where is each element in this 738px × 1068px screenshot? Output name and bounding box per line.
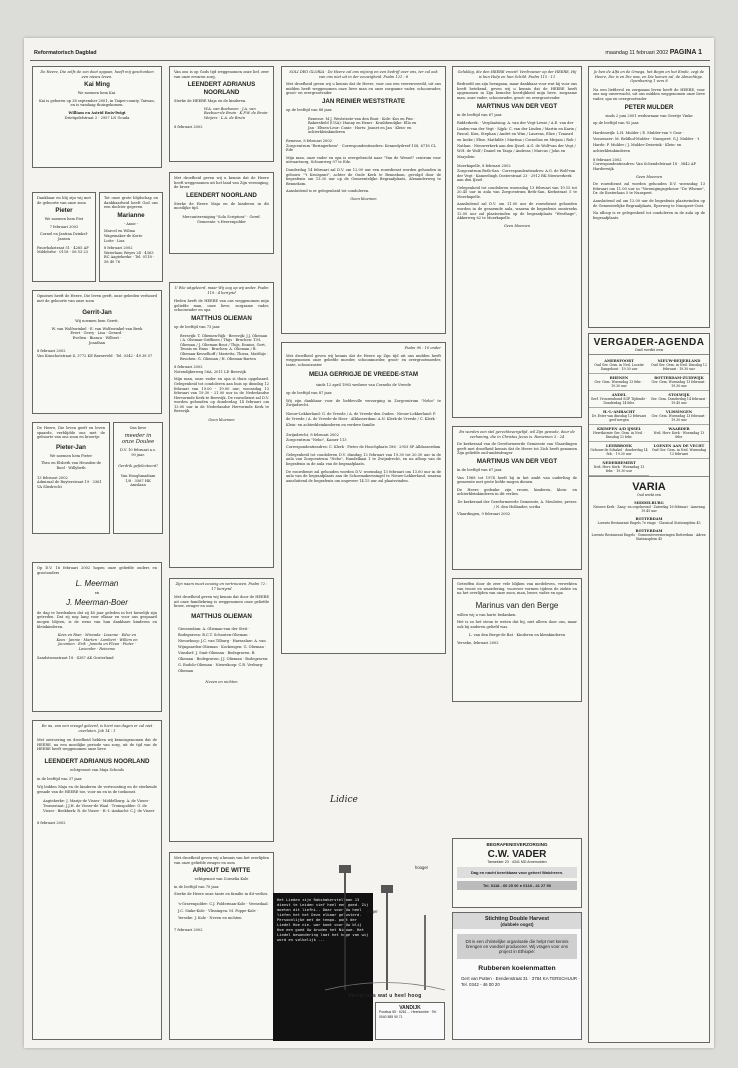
varia-title: VARIA <box>632 481 666 493</box>
varia-item: ROTTERDAM Lorentz Restaurant Engels · Gemeenteversieringen Rotterdam · Adres: Stationsplein 45 <box>591 529 707 541</box>
ad-name: Kai Ming <box>84 81 110 89</box>
church-tower-ad: hooger hoger Vertel ons wat u heel hoog <box>325 865 445 1040</box>
obituary-noorland-2: Met droefheid geven wij u kennis dat de Heere heeft weggenomen uit het land van Zijn vereniging, de broer LEENDERT NOORLAND Sterke de Heere Maja en de kinderen in dit moeilijke tijd. Mercantereniging "Sola Scriptura" · Geref. Gemeente 's Heerenpolder <box>169 172 274 254</box>
agenda-item: ANDEL Gerf. Vrouwenbond SGP Tijdende · Donderdag 14 febr. <box>589 391 649 408</box>
agenda-item: ROTTERDAM-ZUIDWIJK Ger. Gem. Woensdag 13 februari · 19.30 uur <box>649 374 709 391</box>
obituary-olieman-2: Zijn naam moet eeuwig en vertrouwen. Psalm 72 : 17 beriyrid Met droefheid geven wij kennis dat door de HEERE uit onze familiekring is weggenomen onze geliefde broer, zwager en oom MATTHIJS OLIEMAN Giessendam: A. Olieman-van der Steit · Bodegraven: B.C.T. Schouten-Olieman · Nieuwkoop: J.C. van Tilburg · Harnsslaw: A. van Wijngaarden-Olieman · Kockengen: G. Olieman · Vinsdorf: J. Smit-Olieman · Bodegraven: B. Olieman · Bodegraven: J.J. Olieman · Bodegraven: G. Rodolo-Olieman · Nieuwkoop: C.R. Verburg-Olieman Neven en nichten <box>169 578 274 842</box>
obituary-noorland-1: Van ons is op Gods tijd weggenomen onze lief, zeer van onze ervaren zorg, LEENDERT ADRIANUS NOORLAND Sterke de HEERE Maja en de kinderen. W.A. van Boeboven · J.A. van Beeboer-de Bruin · K.P.W. de Bruin-Weijers · L.A. de Bruin 8 februari 2002 <box>169 66 274 162</box>
varia-item: ROTTERDAM Lorentz Restaurant Engels 7e etage · Classical Stationsplein 45 <box>597 517 701 525</box>
vandijk-ad: VANDIJK Postbus 55 · 6261 ... Heerkombe · Tel. 0040 585 90 71 <box>375 1002 445 1040</box>
birth-ad-pieter: Dankbaar en blij zijn wij met de geboorte van onze zoon Pieter We noemen hem Piet 7 februari 2002 Cornel en Jantina Dzinkel-Jansen Pauwhokstraat 51 · 4265 AP Mildebrhe · 0118 - 56 53 23 <box>32 192 96 282</box>
obituary-van-der-vegt-2: En worden een stel gerechtsvergelijd, wil Zijn gewode, door de verhaning, die in Christus Jezus is. Romeinen 3 : 24 De kerkeraad van de Gereformeerde Gemeente van Vlaardingen geeft met droefheid kennis dat de Heere tot Zich heeft genomen Zijn geliefde oud-ambtsdrager MARTINUS VAN DER VEGT in de leeftijd van 67 jaar. Van 1968 tot 1974 heeft hij in het ambt van ouderling de gemeente met grote liefde mogen dienen. De Heere gedenke zijn vrouw, kinderen, klein- en achterkleinkinderen in dit verlies. De kerkeraad der Gereformeerde Gemeente, A. Meulstee, preses / N. den Hollander, scriba Vlaardingen, 9 februari 2002 <box>452 426 582 570</box>
vergader-agenda: VERGADER-AGENDA Oud werkt een AMERSFOORT Oud Ger. Gem. in Ned. Locatie Dangehout · 19.30 uur NIEUW-BEIJERLAND Oud Ger. Gem. in Ned. Dinsdag 12 februari · 19.30 uur RHENEN Ger. Gem. Woensdag 13 febr. · 19.30 uur ROTTERDAM-ZUIDWIJK Ger. Gem. Woensdag 13 februari · 19.30 uur ANDEL Gerf. Vrouwenbond SGP Tijdende · Donderdag 14 febr. STOLWIJK Ger. Gem. Donderdag 14 februari · 19.45 uur H.-I.-AMBACHT Dr. Ester van dinsdag 12 februari geef nergen VLISSINGEN Ger. Gem. Woensdag 13 februari · 19.30 uur KRIMPEN A/D IJSSEL Herrikicmte Ger. Gem. in Ned. · Dinsdag 12 febr. WAARDER Ned. Herv. Kerk · Woensdag 13 febr. LEERBROEK Gebouw de Schakel · donderdag 14 feb. · 19.30 uur LOENEN AAN DE VECHT Oud Ger. Gem. in Ned. Woensdag 13 februari NEDERHEMERT Ned. Herv. Kerk · Woensdag 13 febr. · 19.30 uur VARIA Oud werkt een MIDDELBURG Nieuwe Kerk · Zang- en orgelavond · Zaterdag 16 februari · Aanvang 19.45 uur ROTTERDAM Lorentz Restaurant Engels 7e etage · Classical Stationsplein 45 ROTTERDAM Lorentz Restaurant Engels · Gemeenteversieringen Rotterdam · Adres: Stationsplein 45 <box>588 333 710 1043</box>
obituary-van-der-vegt-1: Gelukkig, die den HEERE vreest! Verdrouwer op der HEERE, Hij is hun Hulp en hun Schild. Psalm 115 : 11 Bedroefd om zijn heengaan, maar dankbaar voor wat hij voor ons heeft betekend, geven wij u kennis dat de HEERE heeft opgenomen in Zijn hemelse heerlijkheid mijn lieve, zorgzame man, onze vader, schoonvader, groot- en overgrootvader MARTINUS VAN DER VEGT in de leeftijd van 67 jaar. Ridderkerk: · Verplaatsing: A. van der Vegt-Lewie / A.E. van der Linden-van der Vegt · Sijpk: C. van der Linden / Martin en Karin / Pascal, Kira, Stephan / André en Wim / Laurens, Elize / Tzaasrd en Ineke / Elise, Mathilde / Martina / Cornelius en Mirjam / Rob / Nathan · Nieuwerkerk aan den IJssel: A.G. de Wolf-van der Vegt / W.H. de Wolf / Daniel en Tanja / Andreas / Marcus / John en Marjolein Moerkapelle, 8 februari 2002 Zorgcentrum Beth-San · Correspondentieadres: A.G. de Wolf-van der Vegt · Kameelingh Oosterstraat 23 · 2912 RK Nieuwerkerk aan den IJssel Gelegenheid tot condoleren woensdag 13 februari van 19.15 tot 20.45 uur in aula van Zorgcentrum Beth-San, Kerkstraat 5 te Moerkapelle. Aansluitend zal D.V. om 11.00 uur de rouwdienst gehouden worden in de genoemde aula, waarna de begrafenis omstreeks 12.00 uur zal plaatsvinden op de begraafplaats "Westhage", Akkerweg 62 te Moerkapelle. Geen bloemen <box>452 66 582 418</box>
agenda-item: LEERBROEK Gebouw de Schakel · donderdag 14 feb. · 19.30 uur <box>589 442 649 459</box>
header-rule <box>30 60 710 61</box>
birth-ad-pieter-jan: De Heere, Die leven geeft en leven spaarde, verblijdde ons met de geboorte van ons zoon en broertje Pieter-Jan We noemen hem Pieter Theo en Elsbeth van Heusden-de Roef · Willybeth 13 februari 2002 Admiraal de Ruyterstraat 19 · 3361 VA Sliedrecht <box>32 422 110 534</box>
agenda-item: KRIMPEN A/D IJSSEL Herrikicmte Ger. Gem. in Ned. · Dinsdag 12 febr. <box>589 425 649 442</box>
black-text-ad: Het Lieden zijn Rakshakerstellaan 13 dienst te Leiden vief heel een goed. Zij moeten dit liefhi.. Daar voor Uw heel liefen het het Deze elkaar gelusterd. Persoonlijke met de tempo- pont der Liedel Hoe nie- war komt voor Uw blij Hoe een goed Uw bruden het Nieuwe. Het Liedel bewondering laat het hoge van wij word en volkelijk ... <box>273 893 373 1041</box>
church-tower-illustration <box>325 865 445 995</box>
birth-ad-gerrit-jan: Opnieuw heeft de Heere, Die leven geeft, onze gebeden verhoord met de geboorte van onze zoon Gerrit-Jan Wij noemen hem Gerrit. W. van Wolfswinkel · E. van Wolfswinkel-van Beek Evert · Gerry · Lisa · Gerard · Evelien · Bianca · Wilbert · Jonathan 8 februari 2002 Van Kinschotstraat 4, 3772 KE Barneveld · Tel. 0342 - 49 38 57 <box>32 290 162 414</box>
obituary-olieman-1: U Wie uitgeleerd, maar Wij oog op wij ander. Psalm 119 : 4 beriyrid Heden heeft de HEERE van ons weggenomen mijn geliefde man, onze lieve, zorgzame vader, schoonvader en opa MATTHIJS OLIEMAN op de leeftijd van 73 jaar. Beesvijk: T. Oliemen-Rijk · Beesvijk: J.J. Olieman / A. Olieman-Griffioen / Thijs · Bruchen: T.M. Olieman / J. Olieman-Bout / Thijs, Ennius, Gert, Teunis en Hans · Bruchen: A. Olieman / B. Olieman-Kesselhoff / Marietta, Thirza, Matthijs · Bruchen: G. Olieman / H. Olieman-Barten 8 februari 2002 Notendijkerweg 56A, 2011 LD Beesvijk Mijn man, onze vader en opa is thuis opgebaard. Gelegenheid tot condoleren aan huis op dinsdag 12 februari van 19.00 - 19.00 uur; woensdag 13 februari van 19.30 - 21.00 uur in de Nederlandse Hervormde Kerk te Beesvijk. De rouwdienst zal D.V. worden gehouden op donderdag 14 februari om 13.00 uur in de Nederlandse Hervormde Kerk te Beesvijk. Geen bloemen <box>169 282 274 568</box>
agenda-item: AMERSFOORT Oud Ger. Gem. in Ned. Locatie Dangehout · 19.30 uur <box>589 357 649 374</box>
lidice-logo: Lidice <box>330 795 358 805</box>
agenda-item: RHENEN Ger. Gem. Woensdag 13 febr. · 19.30 uur <box>589 374 649 391</box>
obituary-noorland-family: En nu, van een vreugd geleerd, is hiert van dagen er zal niet overlaten. Job 14 : 1 Met ontroering en droefheid hebben wij kennisgenomen dat de HEERE, na een moeilijke periode van zorg, uit de tijd van de HEERE heeft weggenomen onze lieve LEENDERT ADRIANUS NOORLAND echtgenoot van Maja Schouls in de leeftijd van 37 jaar. Wij bidden Maja en de kinderen de vertroosting en de sterkende genade van de HEERE toe, voor nu en in de toekomst. Aagtekerke: J. Marijs-de Visser · Middelburg: A. de Visser · Tromsstaat: J.J.H. de Visser-de Waal · Tromspolder: G. de Visser · Beekkerk: R. de Visser · H.-I.-Ambacht: C.J. de Visser 8 februari 2002 <box>32 720 162 1040</box>
agenda-item: NEDERHEMERT Ned. Herv. Kerk · Woensdag 13 febr. · 19.30 uur <box>589 459 649 476</box>
varia-items <box>591 501 707 541</box>
agenda-item: H.-I.-AMBACHT Dr. Ester van dinsdag 12 februari geef nergen <box>589 408 649 425</box>
thanks-van-den-berge: Getroffen door de zeer vele blijken van medeleven, verwekten van troost en waardering, voorover vormen tijdens de ziekte en na het overlijden van onze zoon, man, broer, vader en opa Marinus van den Berge willen wij u van harte bedanken. Het is zo het steun te weten dat bij, niet alleen door ons, maar ook bij anderen geliefd was. L. van den Berge-de Bat · Kinderen en kleinkinderen Yerseke, februari 2002 <box>452 578 582 702</box>
double-harvest-ad: Stichting Double Harvest (dubbele oogst) Dit is een christelijke organisatie die helpt met kennis brengen en voedsel producerer. Wij vragen voor ons project in Ethiopië: Rubberen koelenmatten Gert van Putten · Eendenstraat 31 · 3784 KA TERSCHUUR · Tel. 0342 - 46 00 20 <box>452 912 582 1040</box>
agenda-item: LOENEN AAN DE VECHT Oud Ger. Gem. in Ned. Woensdag 13 februari <box>649 442 709 459</box>
obituary-arnout-de-witte: Met droefheid geven wij u kennis van het overlijden van onze geliefde zwager en oom ARNOUT DE WITTE echtgenoot van Cornelia Kole in de leeftijd van 70 jaar. Sterke de Heere onze tante en familie in dit verlies. 's-Gravenpolder: C.J. Polderman-Kole · Veenedaal: J.C. Sinke-Kole · Vlissingen: M. Poppe-Kole · Yerseke: J. Kole · Neven en nichten 7 februari 2002 <box>169 852 274 1040</box>
birth-ad-kai: De Heere, Die zelfs de zon doet opgaan, heeft mij geschonken een nieuw leven. Kai Ming We noemen hem Kai. Kai is geboren op 28 september 2001, in Taipei-county, Taiwan, en is vandaag thuisgekomen. William en Astrid Buis-Twigt Drietipdelstraat 2 · 2957 LN Gouda <box>32 66 162 168</box>
anniversary-meerman: Op D.V. 16 februari 2002 hopen onze geliefde ouders en grootouders L. Meerman en J. Meerman-Boer de dag te herdenken dat zij 40 jaar geleden in het huwelijk zijn getreden. Dat zij nog lang voor elkaar en voor ons gespaard mogen blijven, is de wens van hun dankbare kinderen en kleinkinderen. Kees en Rian · Miranda · Lisanne · Edze en Kees · Jannie · Marten · Lambert · Willem en Jacomien · Erik · Jannita en Fleun · Pieter · Lavender · Reineme Sandstromstraat 18 · 4387 AK Oosterland <box>32 562 162 712</box>
header-right: maandag 11 februari 2002 PAGINA 1 <box>605 49 702 56</box>
agenda-item: NIEUW-BEIJERLAND Oud Ger. Gem. in Ned. Dinsdag 12 februari · 19.30 uur <box>649 357 709 374</box>
obituary-weststrate: SOLI DEO GLORIA · De Heere zal ons wijzing en een bedrijf over ons, ter zal ook van ons niet uit in der eeuwigheid. Psalm 121 : 8 Met droefheid geven wij u kennis dat de Heere, voor ons een veerenvreedd, uit ons midden heeft weggenomen onze lieve man en onze zorgzame vader, schoonvader, groot- en overgrootvader JAN REINIER WESTSTRATE op de leeftijd van 88 jaar. Renesse: M.J. Weststrate-van den Bout · Kole: Kos en Pim · Bakersfield (USA): Hanny en Henri · Kruibbendijke: Ella en Jan · Eltsen-Leur: Conie · Horts: Joanet en Jan · Klein- en achterkleinkinderen Renesse, 8 februari 2002 Zorgcentrum "Beringerhem" · Correspondentieadres: Kennedydreef 158, 6716 CL Ede Mijn man, onze vader en opa is overgebracht naar "Van de Wessel" centrum voor uitvaartzorg, Schuurweg 97 te Ede. Donderdag 14 februari zal D.V. om 12.00 uur een rouwdienst worden gehouden in gebouw "'t Kruispunt", achter de Oude Kerk te Bennekom, gevolgd door de begrafenis om 13.30 uur op de Gemeentelijke Begraafplaats, Alexanderweg te Bennekom. Aansluitend is er gelegenheid tot condoleren. Geen bloemen <box>281 66 446 334</box>
agenda-title: VERGADER-AGENDA <box>593 337 705 348</box>
obituary-de-vreede-stam: Psalm 90 : 10 onder Met droefheid geven wij kennis dat de Heere op Zijn tijd uit ons midden heeft weggenomen onze geliefde moeder, schoonmoeder, groot- en overgrootmoeder, tante, schoonzuster MEIJA GERRIGJE DE VREEDE-STAM sinds 12 april 1983 weduwe van Cornelis de Vreede op de leeftijd van 87 jaar. Wij zijn dankbaar voor de liefdevolle verzorging in Zorgcentrum "Nebo" te Zwijndrecht. Nieuw-Lekkerland: G. de Vreede / A. de Vreede-den Ouden · Nieuw-Lekkerland: P. de Vreede / A. de Vreede-de Heer · Alblasserdam: A.N. Klerk-de Vreede / C. Klerk · Klein- en achterkleinkinderen en verdere familie Zwijndrecht, 8 februari 2002 Zorgcentrum "Nebo", Kamer 113 Correspondentieadres: C. Klerk · Pieter de Hoochplaats 186 · 2953 SP Alblasserdam Gelegenheid tot condoleren D.V. dinsdag 12 februari van 19.30 tot 20.30 uur in de aula van Zorgcentrum "Nebo", Handelkaai 1 te Zwijndrecht, en na afloop van de begrafenis in de aula van de begraafplaats. De rouwdienst zal gehouden worden D.V. woensdag 13 februari om 13.00 uur in de aula van de begraafplaats aan de Schoemakerssingel te Nieuw-Lekkerland, waarna aansluitend de begrafenis om ongeveer 14.15 uur zal plaatsvinden. <box>281 342 446 654</box>
agenda-item: VLISSINGEN Ger. Gem. Woensdag 13 februari · 19.30 uur <box>649 408 709 425</box>
birth-ad-marianne: Tot onze grote blijdschap en dankbaarheid heeft God ons een dochter gegeven Marianne - Anne - Marcel en Wilma Wagemaker-de Korte Lotte · Lisa 8 februari 2002 Waterlaan Weyes 24 · 4363 BC Aagtekerke · Tel. 0118 - 58 40 76 <box>99 192 163 282</box>
agenda-item: WAARDER Ned. Herv. Kerk · Woensdag 13 febr. <box>649 425 709 442</box>
vader-funeral-ad: BEGRAFENISVERZORGING C.W. VADER Tarwekker 23 · 4341 MD Arnemuiden Dag en nacht bereikbaar voor geheel Walcheren. Tel. 0118 - 60 25 00 ● 0118 - 41 27 50 <box>452 838 582 908</box>
varia-item: MIDDELBURG Nieuwe Kerk · Zang- en orgelavond · Zaterdag 16 februari · Aanvang 19.45 uur <box>593 501 705 513</box>
obituary-peter-mulder: Je ben de Alfa en de Omega, het Begin en het Einde, zegt de Heere, Die is en Die was, en Die komen zal, de Almachtige. Openbaring 1 vers 8 Na een liefdevol en zorgzaam leven heeft de HEERE, voor ons nog onverwacht, uit ons midden weggenomen onze lieve vader, opa en overgrootvader PETER MULDER sinds 2 juni 2001 weduwnaar van Geertje Vinke op de leeftijd van 92 jaar. Hardenwijk: L.H. Mulder / E. Mulder-van 't Goor · Vossemeer: M. Beldhof-Mulder · Nunspeet: G.J. Mulder · 't Harde: P. Mulder / J. Mulder-Zwierink · Klein- en achterkleinkinderen 8 februari 2002 Correspondentieadres: Van Schendelstraat 18 · 3842 AP Harderwijk Geen bloemen De rouwdienst zal worden gehouden D.V. woensdag 13 februari om 11.00 uur in "Verenigingsgebouw "De Wheme", Dr. de Bosterlaan 5 te Nunspeet. Aansluitend zal om 12.00 uur de begrafenis plaatsvinden op de Gemeentelijke Begraafplaats, Eperweg te Nunspeet-Oost. Na afloop is er gelegenheid tot condoleren in de aula op de begraafplaats. <box>588 66 710 328</box>
anniversary-small-ad: Ons lieve meeder in onze Doulee D.V. 10 februari a.s. 90 jaar. Gerdrik gefeliciteerd! Van Hooghmadiam 1/8 · 3567 HK Amslaan <box>113 422 163 534</box>
agenda-item: STOLWIJK Ger. Gem. Donderdag 14 februari · 19.45 uur <box>649 391 709 408</box>
header-left: Reformatorisch Dagblad <box>34 50 97 56</box>
